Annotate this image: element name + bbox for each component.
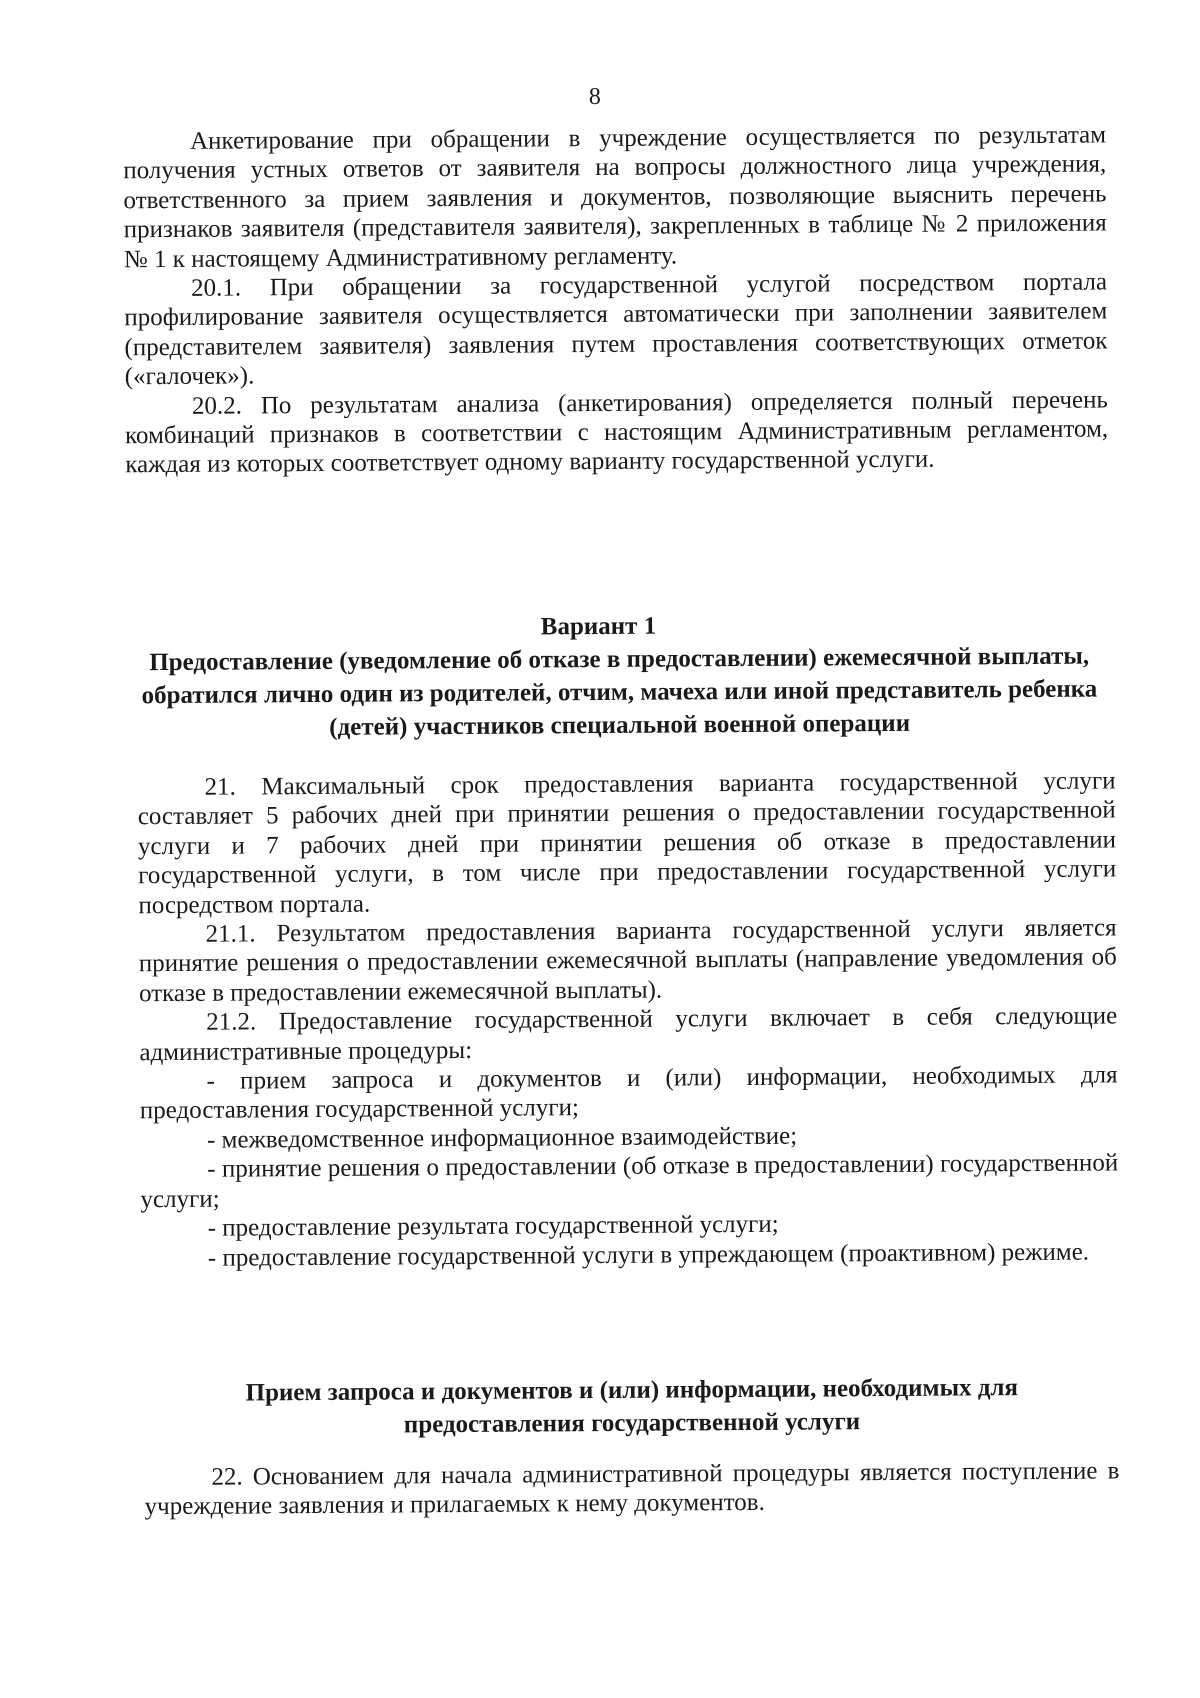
intro-section bbox=[123, 120, 1108, 480]
paragraph-20-2: 20.2. По результатам анализа (анкетирования) определяется полный перечень комбинаций признаков в соответствии с настоящим Административным регламентом, каждая из которых соответствует одному варианту государственной услуги. bbox=[125, 386, 1109, 479]
page-number: 8 bbox=[588, 83, 601, 111]
procedure-item: - прием запроса и документов и (или) информации, необходимых для предоставления государственной услуги; bbox=[139, 1061, 1118, 1125]
paragraph-20-1: 20.1. При обращении за государственной услугой посредством портала профилирование заявителя осуществляется автоматически при заполнении заявителем (представителем заявителя) заявления путем проставления соответствующих отметок («галочек»). bbox=[124, 268, 1108, 391]
section-heading bbox=[142, 1370, 1122, 1443]
procedure-item: - принятие решения о предоставлении (об отказе в предоставлении) государственной услуги; bbox=[140, 1149, 1119, 1213]
procedure-item: - предоставление результата государственной услуги; bbox=[207, 1210, 779, 1242]
paragraph-questionnaire: Анкетирование при обращении в учреждение осуществляется по результатам получения устных ответов от заявителя на вопросы должностного лица учреждения, ответственного за прием заявления и документов, позволяющие выяснить перечень признаков заявителя (представителя заявителя), закрепленных в таблице № 2 приложения № 1 к настоящему Административному регламенту. bbox=[123, 121, 1107, 273]
paragraph-21-2: 21.2. Предоставление государственной услуги включает в себя следующие административные процедуры: bbox=[139, 1002, 1118, 1066]
procedure-item: - межведомственное информационное взаимодействие; bbox=[206, 1122, 798, 1154]
paragraph-22: 22. Основанием для начала административной процедуры является поступление в учреждение заявления и прилагаемых к нему документов. bbox=[144, 1457, 1120, 1521]
section-heading-line-2: предоставления государственной услуги bbox=[403, 1408, 861, 1439]
variant-label: Вариант 1 bbox=[540, 612, 657, 641]
variant-title: Предоставление (уведомление об отказе в предоставлении) ежемесячной выплаты, обратился лично один из родителей, отчим, мачеха или иной представитель ребенка (детей) участников специальной военной операции bbox=[141, 642, 1098, 741]
procedure-item: - предоставление государственной услуги в упреждающем (проактивном) режиме. bbox=[207, 1238, 1090, 1272]
section-body bbox=[144, 1456, 1119, 1522]
section-heading-line-1: Прием запроса и документов и (или) информации, необходимых для bbox=[245, 1374, 1019, 1407]
paragraph-21-1: 21.1. Результатом предоставления варианта государственной услуги является принятие решения о предоставлении ежемесячной выплаты (направление уведомления об отказе в предоставлении ежемесячной выплаты). bbox=[138, 914, 1117, 1008]
paragraph-21: 21. Максимальный срок предоставления варианта государственной услуги составляет 5 рабочих дней при принятии решения о предоставлении государственной услуги и 7 рабочих дней при принятии решения об отказе в предоставлении государственной услуги, в том числе при предоставлении государственной услуги посредством портала. bbox=[137, 767, 1117, 919]
variant-section bbox=[137, 766, 1118, 1273]
